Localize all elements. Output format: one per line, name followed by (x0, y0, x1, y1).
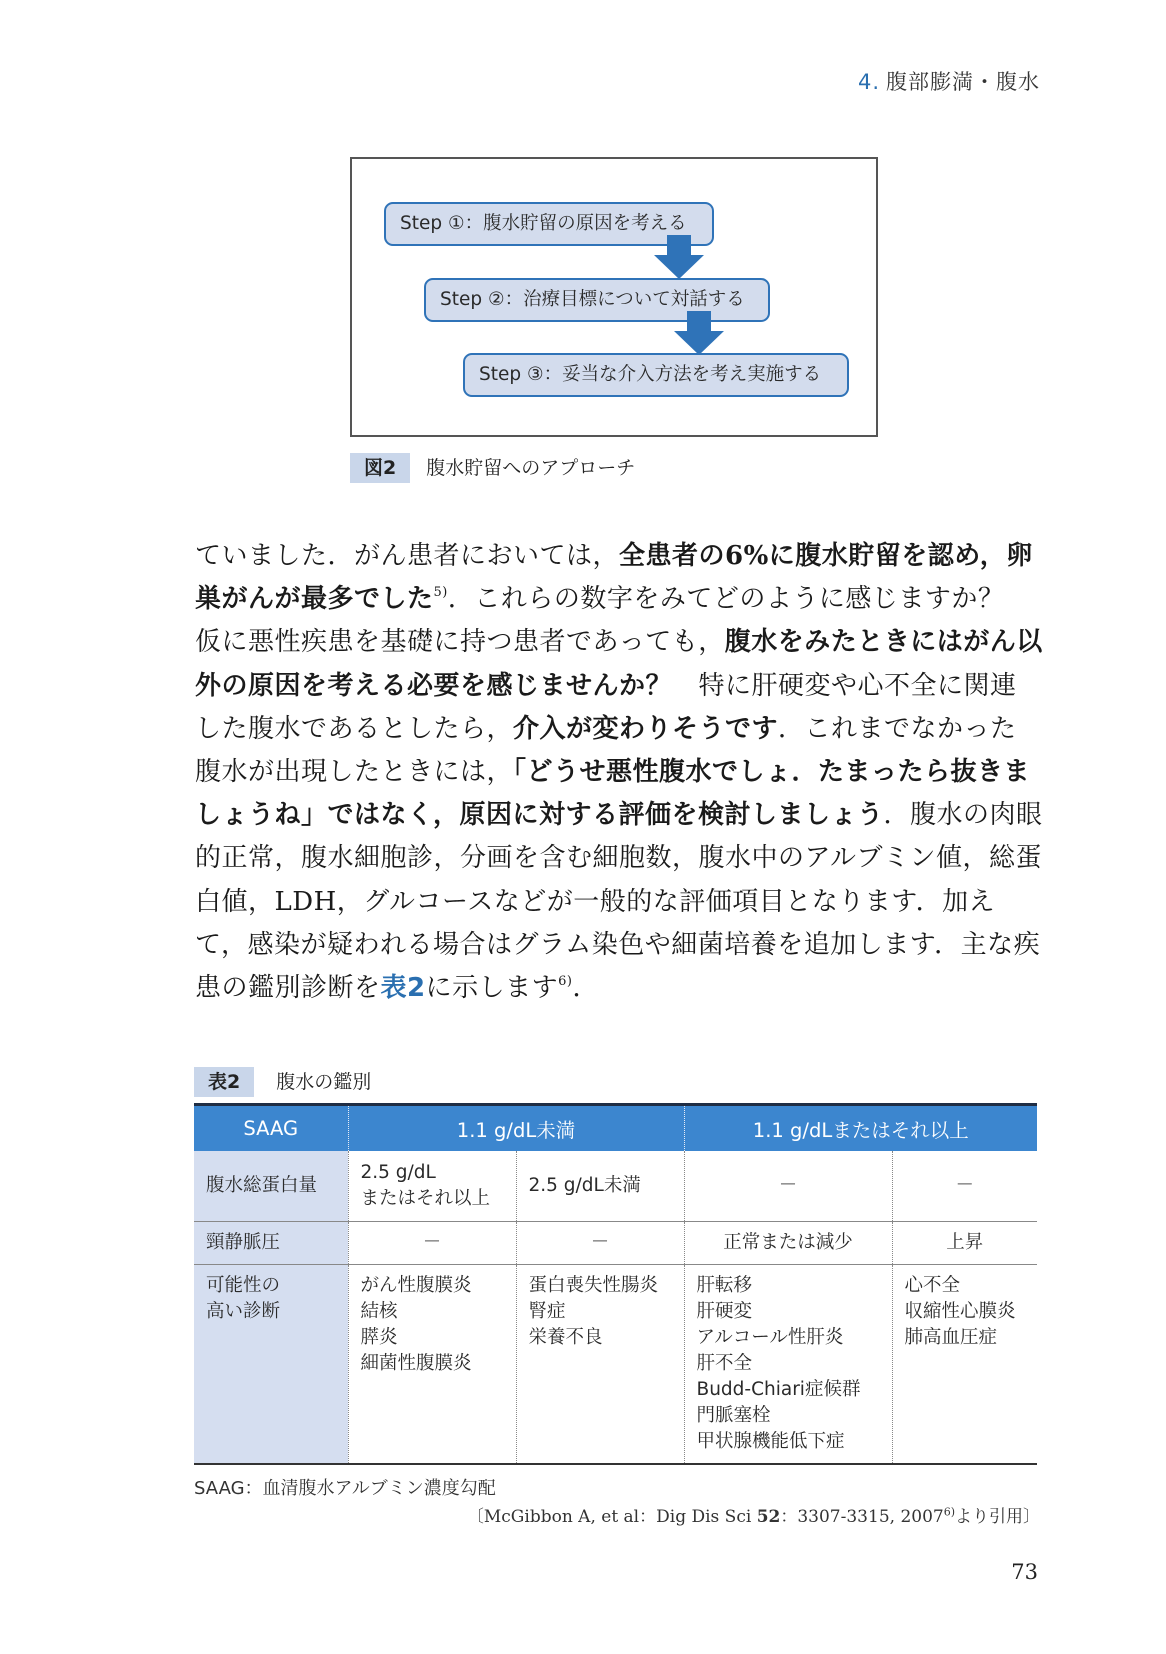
table-cell: 上昇 (892, 1221, 1037, 1264)
header-saag: SAAG (194, 1105, 348, 1152)
diagnosis-item: 細菌性腹膜炎 (360, 1352, 472, 1374)
body-text-emphasis: 介入が変わりそうです (513, 713, 779, 744)
table-row (194, 1221, 1037, 1264)
diagnosis-item: 甲状腺機能低下症 (696, 1430, 845, 1452)
table-row (194, 1151, 1037, 1221)
body-paragraph (195, 535, 1043, 1010)
figure-title: 腹水貯留へのアプローチ (426, 457, 636, 479)
diagnosis-item: 門脈塞栓 (696, 1404, 771, 1426)
table-cell (348, 1151, 516, 1221)
table-cell: － (684, 1151, 892, 1221)
row-label-jvp: 頸静脈圧 (194, 1221, 348, 1264)
table-label: 表2 (194, 1067, 254, 1097)
table-cell: － (892, 1151, 1037, 1221)
body-text-run: ． (572, 973, 599, 1004)
page-number: 73 (1011, 1560, 1038, 1584)
figure-label: 図2 (350, 453, 410, 483)
table-cell: 正常または減少 (684, 1221, 892, 1264)
flow-step-1: Step ①：腹水貯留の原因を考える (384, 202, 714, 246)
citation-volume: 52 (756, 1507, 781, 1527)
cell-text: またはそれ以上 (360, 1187, 491, 1209)
body-text-emphasis: 腹水をみたときにはがん以外の原因を考える必要を感じませんか？ (195, 627, 1043, 701)
cell-text: 可能性の (206, 1274, 281, 1296)
table-caption (194, 1067, 371, 1097)
diagnosis-item: 蛋白喪失性腸炎 (528, 1274, 659, 1296)
diagnosis-item: 栄養不良 (528, 1326, 603, 1348)
figure-2-flowchart (350, 157, 878, 437)
citation-text: より引用〕 (955, 1507, 1040, 1527)
reference-superscript: 6) (558, 974, 573, 990)
body-text-emphasis: 「どうせ悪性腹水でしょ．たまったら抜きましょうね」ではなく，原因に対する評価を検討しましょう (195, 757, 1031, 831)
body-text-run: に示します (425, 973, 559, 1004)
table-cell (348, 1264, 516, 1464)
ascites-differential-table (194, 1103, 1037, 1465)
body-text-emphasis: 全患者の6%に腹水貯留を認め，卵巣がんが最多でした (195, 541, 1033, 615)
body-text-run: ．これまでなかった腹水が出現したときには， (195, 713, 1017, 788)
diagnosis-item: がん性腹膜炎 (360, 1274, 472, 1296)
diagnosis-item: 心不全 (904, 1274, 961, 1296)
chapter-number: 4. (857, 70, 880, 94)
row-label-protein: 腹水総蛋白量 (194, 1151, 348, 1221)
citation-text: ：3307-3315, 2007 (780, 1507, 944, 1527)
table-cell: 2.5 g/dL未満 (516, 1151, 684, 1221)
table-cell: － (348, 1221, 516, 1264)
flow-step-2: Step ②：治療目標について対話する (424, 278, 770, 322)
table-cell (892, 1264, 1037, 1464)
diagnosis-item: 結核 (360, 1300, 398, 1322)
table-title: 腹水の鑑別 (276, 1071, 372, 1093)
body-text-run: 特に肝硬変や心不全に関連した腹水であるとしたら， (195, 670, 1017, 744)
figure-caption (350, 453, 635, 483)
diagnosis-item: 肝転移 (696, 1274, 753, 1296)
header-saag-low: 1.1 g/dL未満 (348, 1105, 684, 1152)
table-cell: － (516, 1221, 684, 1264)
table-reference-link[interactable]: 表2 (380, 973, 426, 1004)
diagnosis-item: 腎症 (528, 1300, 566, 1322)
running-head (858, 66, 1040, 96)
diagnosis-item: アルコール性肝炎 (696, 1326, 844, 1348)
reference-superscript: 6) (943, 1505, 955, 1519)
body-text-run: ．腹水の肉眼的正常，腹水細胞診，分画を含む細胞数，腹水中のアルブミン値，総蛋白値，LDH，グルコースなどが一般的な評価項目となります．加えて，感染が疑われる場合はグラム染色や細菌培養を追加します．主な疾患の鑑別診断を (195, 800, 1043, 1004)
diagnosis-item: 収縮性心膜炎 (904, 1300, 1016, 1322)
table-header-row (194, 1105, 1037, 1152)
chapter-title: 腹部膨満・腹水 (886, 70, 1040, 94)
body-text-run: ていました．がん患者においては， (195, 541, 620, 571)
diagnosis-item: 肝不全 (696, 1352, 753, 1374)
down-arrow-icon (674, 311, 724, 355)
table-footnote: SAAG：血清腹水アルブミン濃度勾配 (194, 1478, 496, 1499)
cell-text: 高い診断 (206, 1300, 281, 1322)
diagnosis-item: Budd-Chiari症候群 (696, 1378, 861, 1400)
flow-step-3: Step ③：妥当な介入方法を考え実施する (463, 353, 849, 397)
diagnosis-item: 肝硬変 (696, 1300, 753, 1322)
table-cell (516, 1264, 684, 1464)
table-citation (467, 1502, 1040, 1527)
reference-superscript: 5) (433, 585, 448, 601)
diagnosis-item: 肺高血圧症 (904, 1326, 998, 1348)
diagnosis-item: 膵炎 (360, 1326, 398, 1348)
table-row (194, 1264, 1037, 1464)
body-text-run: ．これらの数字をみてどのように感じますか？ 仮に悪性疾患を基礎に持つ患者であっても， (195, 584, 1031, 658)
down-arrow-icon (654, 235, 704, 279)
table-cell (684, 1264, 892, 1464)
row-label-diagnosis (194, 1264, 348, 1464)
header-saag-high: 1.1 g/dLまたはそれ以上 (684, 1105, 1037, 1152)
citation-text: 〔McGibbon A, et al：Dig Dis Sci (466, 1507, 757, 1527)
cell-text: 2.5 g/dL (360, 1161, 436, 1183)
